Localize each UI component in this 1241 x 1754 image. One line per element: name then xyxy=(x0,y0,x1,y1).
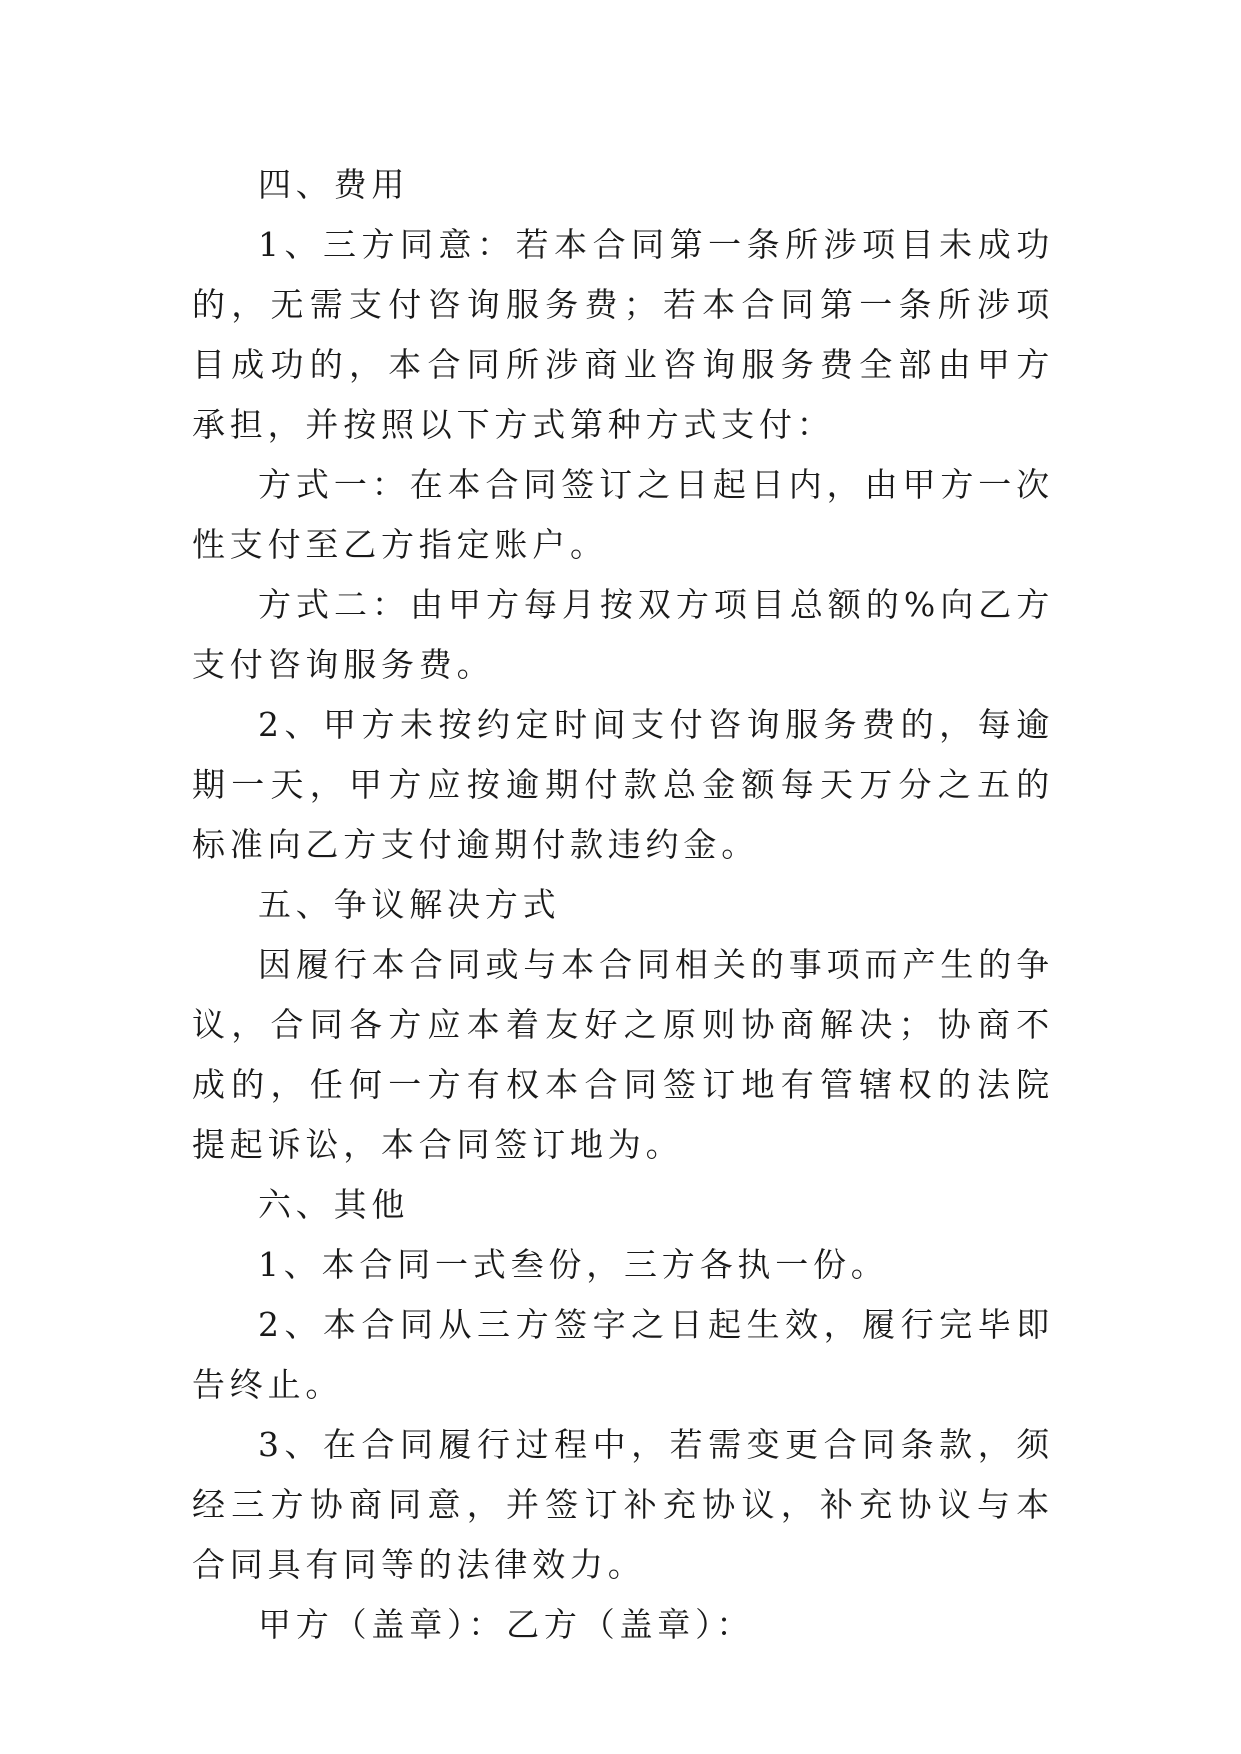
clause-copies: 1、本合同一式叁份，三方各执一份。 xyxy=(258,1245,889,1284)
section-heading-fees: 四、费用 xyxy=(258,165,410,204)
clause-amendment: 3、在合同履行过程中，若需变更合同条款，须经三方协商同意，并签订补充协议，补充协议与本合同具有同等的法律效力。 xyxy=(192,1425,1054,1584)
clause-fee-agreement: 1、三方同意：若本合同第一条所涉项目未成功的，无需支付咨询服务费；若本合同第一条所涉项目成功的，本合同所涉商业咨询服务费全部由甲方承担，并按照以下方式第种方式支付： xyxy=(192,225,1054,444)
signature-line: 甲方（盖章）：乙方（盖章）： xyxy=(258,1605,755,1644)
document-body xyxy=(192,155,1054,1655)
payment-method-one: 方式一：在本合同签订之日起日内，由甲方一次性支付至乙方指定账户。 xyxy=(192,465,1054,564)
section-heading-other: 六、其他 xyxy=(258,1185,410,1224)
clause-dispute-resolution: 因履行本合同或与本合同相关的事项而产生的争议，合同各方应本着友好之原则协商解决；协商不成的，任何一方有权本合同签订地有管辖权的法院提起诉讼，本合同签订地为。 xyxy=(192,945,1054,1164)
section-heading-dispute: 五、争议解决方式 xyxy=(258,885,561,924)
payment-method-two: 方式二：由甲方每月按双方项目总额的%向乙方支付咨询服务费。 xyxy=(192,585,1054,684)
clause-late-payment: 2、甲方未按约定时间支付咨询服务费的，每逾期一天，甲方应按逾期付款总金额每天万分之五的标准向乙方支付逾期付款违约金。 xyxy=(192,705,1054,864)
clause-effective: 2、本合同从三方签字之日起生效，履行完毕即告终止。 xyxy=(192,1305,1054,1404)
